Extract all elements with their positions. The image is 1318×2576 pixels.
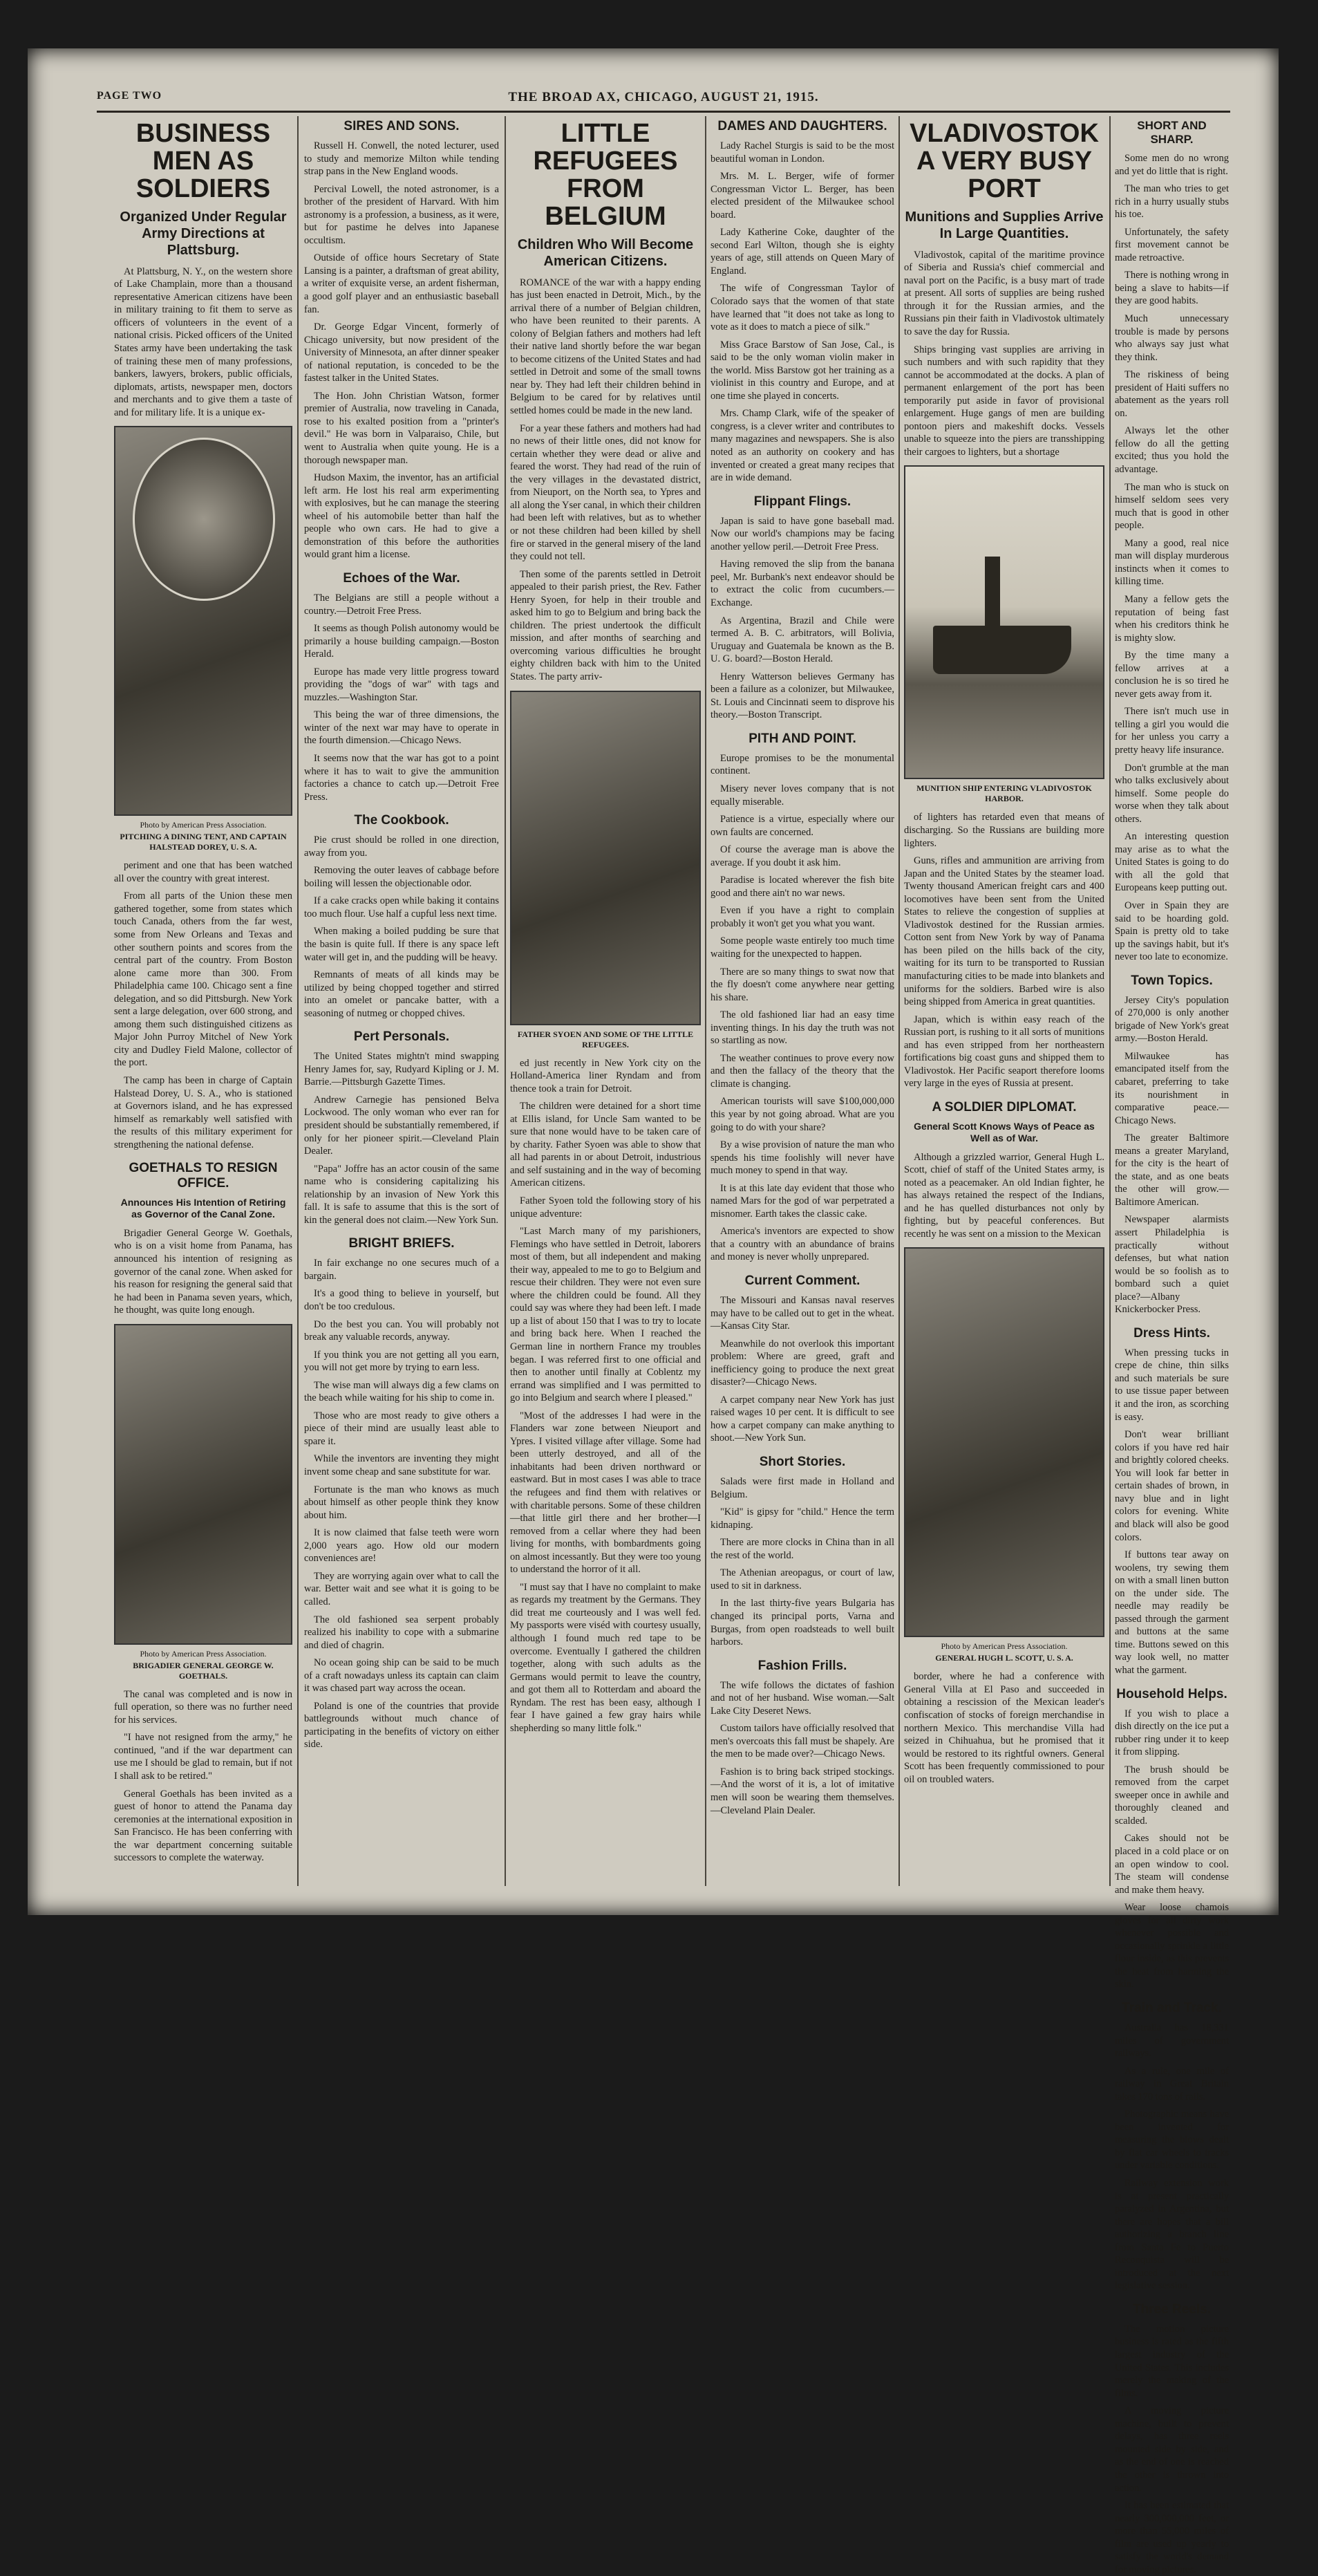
article-text: The man who is stuck on himself seldom sees very much that is good in other people.	[1115, 481, 1229, 532]
article-text: The wife of Congressman Taylor of Colorado says that the women of that state have learned that "it does not take as long to vote as it does to match a piece of silk."	[710, 283, 894, 333]
article-text: Railway extension work is at present practically paralyzed in Argentina, but there are hopes that a bill authorizing a branch line from Santa Fe to Puerto Reconquista will be introduced at the next legislative session.	[1115, 2178, 1229, 2292]
article-text: Henry Watterson believes Germany has been a failure as a colonizer, but Milwaukee, St. Louis and Cincinnati seem to disprove his theory.—Boston Transcript.	[710, 671, 894, 721]
article-text: For a year these fathers and mothers had had no news of their little ones, did not know for certain whether they were dead or alive and feared the worst. They had read of the ruin of the very villages in the devastated district, from Nieuport, on the North sea, to Ypres and all along the Yser canal, in which their children had been left with relatives, but as to whether or not these children had been killed by shell fire or starved in the general misery of the land they could not tell.	[510, 422, 701, 563]
article-text: Salads were first made in Holland and Belgium.	[710, 1476, 894, 1500]
article-text: This being the war of three dimensions, the winter of the next war may have to operate in the fourth dimension.—Chicago News.	[304, 709, 499, 747]
article-text: If you think you are not getting all you earn, you will not get more by trying to earn less.	[304, 1349, 499, 1374]
article-text: Poland is one of the countries that provide battlegrounds without much chance of participating in the benefits of victory on either side.	[304, 1700, 499, 1751]
photo-credit: Photo by American Press Association.	[140, 1648, 267, 1659]
headline-sires: SIRES AND SONS.	[343, 119, 460, 133]
article-text: border, where he had a conference with General Villa at El Paso and succeeded in obtaining a rescission of the Mexican leader's confiscation of stocks of foreign merchandise in northern Mexico. This merchandise Villa had seized in Chihuahua, but he promised that it would be restored to its rightful owners. General Scott has been frequently commissioned to pour oil on troubled waters.	[904, 1671, 1104, 1785]
article-text: Fashion is to bring back striped stockings.—And the worst of it is, a lot of imitative men will soon be wearing them themselves.—Cleveland Plain Dealer.	[710, 1766, 894, 1816]
article-text: Removing the outer leaves of cabbage before boiling will lessen the objectionable odor.	[304, 865, 499, 889]
article-text: Those who are most ready to give others a piece of their mind are usually least able to spare it.	[304, 1410, 499, 1447]
headline-echoes: Echoes of the War.	[343, 570, 460, 586]
article-text: Patience is a virtue, especially where our own faults are concerned.	[710, 814, 894, 838]
column-divider	[898, 116, 900, 1886]
article-text: The greater Baltimore means a greater Maryland, for the city is the heart of the state, and as one beats the other will grow.—Baltimore American.	[1115, 1132, 1229, 1208]
article-text: Japan, which is within easy reach of the Russian port, is rushing to it all sorts of munitions and has even stripped from her northeastern fortifications big coast guns and shipped them to Vladivostok. Her Pacific seaport therefore looms very large in the eyes of Russia at present.	[904, 1014, 1105, 1090]
article-text: Lady Katherine Coke, daughter of the second Earl Wilton, though she is eighty years of age, still attends on Queen Mary of England.	[710, 227, 894, 277]
headline-dames: DAMES AND DAUGHTERS.	[717, 119, 887, 133]
article-text: It seems now that the war has got to a point where it has to wait to give the ammunition factories a chance to catch up.—Detroit Free Press.	[304, 752, 499, 803]
headline-refugees: LITTLE REFUGEES FROM BELGIUM	[533, 119, 678, 231]
article-text: Do the best you can. You will probably not break any valuable records, anyway.	[304, 1318, 499, 1343]
article-text: A moving picture machine, built to prevent delays, has three reels mounted side by side, and as the end of one is reached the other is thrown into action.	[1115, 2405, 1229, 2494]
article-text: From all parts of the Union these men gathered together, some from states which touch Canada, others from the far west, some from New Orleans and Texas and other southern points and scores from the central part of the country. From Boston alone came more than 300. From Philadelphia came 100. Chicago sent a fine delegation, and so did Pittsburgh. New York sent a large delegation, over 600 strong, and among them such distinguished citizens as Major John Purroy Mitchel of New York city and Dudley Field Malone, collector of the port.	[114, 890, 292, 1069]
article-text: Guns, rifles and ammunition are arriving from Japan and the United States by the steamer load. Twenty thousand American freight cars and 400 locomotives have been sent from the United States to relieve the congestion of supplies at Vladivostok destined for the Russian armies. Cotton sent from New York by way of Panama has been piled on the hills back of the city, waiting for its turn to be transported to Russian manufacturing cities to be made into blankets and uniforms for the soldiers. Barbed wire is also being shipped from America in great quantities.	[904, 855, 1104, 1008]
article-text: There isn't much use in telling a girl you would die for her unless you carry a pretty heavy life insurance.	[1115, 706, 1229, 756]
article-text: Brigadier General George W. Goethals, who is on a visit home from Panama, has announced his intention of resigning as governor of the canal zone. When asked for his reason for resigning the general said that he had been in Panama seven years, which, he thought, was quite long enough.	[114, 1227, 292, 1316]
article-text: When making a boiled pudding be sure that the basin is quite full. If there is any space left water will get in, and the pudding will be heavy.	[304, 926, 499, 963]
article-text: Dr. George Edgar Vincent, formerly of Chicago university, but now president of the University of Minnesota, an after dinner speaker of national reputation, is conceded to be the fastest talker in the United States.	[304, 321, 499, 384]
article-text: At Plattsburg, N. Y., on the western shore of Lake Champlain, more than a thousand representative American citizens have been in military training to fit them to serve as officers of volunteers in the event of a national crisis. Picked officers of the United States army have been undertaking the task of training these men of many professions, bankers, lawyers, brokers, public officials, diplomats, artists, newspaper men, doctors and merchants and to give them a taste of and for military life. It is a unique ex-	[114, 265, 292, 418]
article-text: The camp has been in charge of Captain Halstead Dorey, U. S. A., who is stationed at Governors island, and he has expressed himself as remarkably well satisfied with the results of this military experiment for strengthening the national defense.	[114, 1074, 292, 1150]
article-text: "I have not resigned from the army," he continued, "and if the war department can use me I should be glad to remain, but if not I shall ask to be retired."	[114, 1732, 292, 1782]
article-text: Many a fellow gets the reputation of being fast when his creditors think he is mighty slow.	[1115, 593, 1229, 644]
article-text: No ocean going ship can be said to be much of a craft nowadays unless its captain can claim it was chased part way across the ocean.	[304, 1657, 499, 1695]
article-text: While the inventors are inventing they might invent some cheap and sane substitute for war.	[304, 1453, 499, 1478]
article-text: If buttons tear away on woolens, try sewing them on with a small linen button on the under side. The needle may readily be passed through the garment and buttons at the same time. Buttons sewed on this way look well, no matter what the garment.	[1115, 1549, 1229, 1676]
photo-caption: FATHER SYOEN AND SOME OF THE LITTLE REFUGEES.	[517, 1029, 694, 1049]
article-text: If a cake cracks open while baking it contains too much flour. Use half a cupful less next time.	[304, 895, 499, 920]
article-text: Having removed the slip from the banana peel, Mr. Burbank's next endeavor should be to extract the colic from cucumbers.—Exchange.	[710, 559, 894, 608]
article-text: Russell H. Conwell, the noted lecturer, used to study and memorize Milton while tending strap pans in the New England woods.	[304, 140, 499, 178]
article-text: periment and one that has been watched all over the country with great interest.	[114, 860, 292, 884]
headline-short-sharp: SHORT AND SHARP.	[1137, 119, 1207, 146]
article-text: Japan is said to have gone baseball mad. Now our world's champions may be facing another yellow peril.—Detroit Free Press.	[710, 515, 894, 552]
article-text: The canal was completed and is now in full operation, so there was no further need for his services.	[114, 1688, 292, 1726]
article-text: The old fashioned sea serpent probably realized his inability to cope with a submarine and died of chagrin.	[304, 1614, 499, 1651]
article-text: The United States mightn't mind swapping Henry James for, say, Rudyard Kipling or J. M. Barrie.—Pittsburgh Gazette Times.	[304, 1051, 499, 1088]
headline-short-stories: Short Stories.	[759, 1455, 846, 1470]
article-text: Fortunate is the man who knows as much about himself as other people think they know about him.	[304, 1484, 499, 1521]
column-little-refugees	[510, 116, 701, 1886]
article-text: Hudson Maxim, the inventor, has an artificial left arm. He lost his real arm experimenting with explosives, but he can manage the steering wheel of his automobile better than half the people who own cars. He had to give a demonstration of this before the authorities would grant him a license.	[304, 472, 499, 561]
article-text: American tourists will save $100,000,000 this year by not going abroad. What are you going to do with your share?	[710, 1096, 894, 1133]
article-text: In the last thirty-five years Bulgaria has changed its principal ports, Varna and Burgas, from open roadsteads to well built harbors.	[710, 1598, 894, 1648]
ship-funnel	[985, 557, 1000, 626]
subhead-refugees: Children Who Will Become American Citizens.	[517, 236, 694, 269]
photo-credit: Photo by American Press Association.	[140, 820, 267, 830]
article-text: Although a grizzled warrior, General Hugh L. Scott, chief of staff of the United States army, is noted as a peacemaker. An old Indian fighter, he has always retained the respect of the Indians, and he has quelled disturbances not only by fighting, but by peaceful conferences. But recently he was sent on a mission to the Mexican	[904, 1151, 1104, 1240]
article-text: The Hon. John Christian Watson, former premier of Australia, now traveling in Canada, rose to his exalted position from a "printer's devil." He was born in Valparaiso, Chile, but went to Australia when quite young. He is a thorough newspaper man.	[304, 390, 499, 466]
article-text: Outside of office hours Secretary of State Lansing is a painter, a draftsman of great ability, a writer of exquisite verse, an ardent fisherman, a good golf player and an enthusiastic baseball fan.	[304, 252, 499, 315]
headline-current: Current Comment.	[744, 1273, 860, 1289]
photo-general-scott	[904, 1247, 1104, 1637]
article-text: Mrs. Champ Clark, wife of the speaker of congress, is a clever writer and contributes to many magazines and newspapers. She is also noted as an authority on cookery and has invented or created a great many recipes that are in wide demand.	[710, 408, 894, 484]
article-text: Photographic means have been invented for measuring the blows dealt by flat car wheels to tracks under variable conditions.	[1115, 2109, 1229, 2172]
headline-household: Household Helps.	[1116, 1686, 1227, 1701]
article-text: Over in Spain they are said to be hoarding gold. Spain is pretty old to take up the savings habit, but it's never too late to economize.	[1115, 899, 1229, 963]
article-text: When pressing tucks in crepe de chine, thin silks and such materials be sure to use tissue paper between it and the iron, as scorching is easy.	[1115, 1347, 1229, 1423]
article-text: An interesting question may arise as to what the United States is going to do with all the gold that Europeans keep putting out.	[1115, 831, 1229, 894]
ship-hull	[933, 626, 1071, 674]
article-text: Australia has 18,331 miles of government railways.	[1115, 2022, 1229, 2060]
column-dames-and-daughters	[710, 116, 894, 1886]
article-text: Europe promises to be the monumental continent.	[710, 752, 894, 777]
article-text: Vladivostok, capital of the maritime province of Siberia and Russia's chief commercial and naval port on the Pacific, is a busy mart of trade at present. All sorts of supplies are being rushed through it for the Russian armies, and the Russians pin their faith in Vladivostok ultimately to save the day for Russia.	[904, 249, 1104, 337]
headline-vladivostok: VLADIVOSTOK A VERY BUSY PORT	[910, 119, 1099, 203]
headline-fashion: Fashion Frills.	[757, 1658, 847, 1673]
headline-pert: Pert Personals.	[353, 1029, 450, 1045]
article-text: Custom tailors have officially resolved that men's overcoats this fall must be shapely. Are the men to be made over?—Chicago News.	[710, 1723, 894, 1760]
article-text: Some men do no wrong and yet do little that is right.	[1115, 153, 1229, 177]
article-text: It is at this late day evident that those who named Mars for the god of war perpetrated a misnomer. Earth takes the classic cake.	[710, 1182, 894, 1220]
article-text: The riskiness of being president of Haiti suffers no abatement as the years roll on.	[1115, 369, 1229, 419]
headline-reels: Three Reels.	[1133, 2302, 1211, 2317]
article-text: Mrs. M. L. Berger, wife of former Congressman Victor L. Berger, has been elected president of the Milwaukee school board.	[710, 171, 894, 221]
article-text: The children were detained for a short time at Ellis island, for Uncle Sam wanted to be sure that none would have to be taken care of by charity. Father Syoen was able to show that all had parents in or about Detroit, industrious and self sustaining and in the way of becoming American citizens.	[510, 1101, 701, 1189]
headline-business-men: BUSINESS MEN AS SOLDIERS	[135, 119, 271, 203]
article-text: "Most of the addresses I had were in the Flanders war zone between Nieuport and Ypres. I visited village after village. Some had been utterly destroyed, and all of the inhabitants had been driven northward or eastward. But in most cases I was able to trace the refugees and find them with relatives or with charitable persons. Some of these children—that little girl there and her brother—I removed from a cellar where they had been living for months, with bombardments going on almost incessantly. But they were too young to understand the horror of it all.	[510, 1410, 701, 1576]
masthead	[97, 90, 1230, 108]
article-text: "I must say that I have no complaint to make as regards my treatment by the Germans. They did treat me courteously and I was well fed. My passports were viséd with courtesy usually, although I found much red tape to be overcome. Eventually I gathered the children together, along with such adults as the Germans would permit to leave the country, and got them all to Rotterdam and aboard the Ryndam. The rest has been easy, although I fear I have gained a few gray hairs while shepherding so many little folk."	[510, 1581, 701, 1734]
article-text: Lady Rachel Sturgis is said to be the most beautiful woman in London.	[710, 140, 894, 165]
article-text: Meanwhile do not overlook this important problem: Where are greed, graft and inefficiency going to produce the next great disaster?—Chicago News.	[710, 1338, 894, 1388]
article-text: Pie crust should be rolled in one direction, away from you.	[304, 834, 499, 859]
article-text: Cakes should not be placed in a cold place or on an open window to cool. The steam will condense and make them heavy.	[1115, 1833, 1229, 1896]
article-text: Percival Lowell, the noted astronomer, is a brother of the president of Harvard. With him astronomy is a profession, a business, as it were, but for pastime he delves into Japanese occultism.	[304, 183, 499, 246]
headline-town: Town Topics.	[1131, 973, 1213, 988]
article-text: Many a good, real nice man will display murderous instincts when it comes to killing time.	[1115, 537, 1229, 588]
article-text: As a rule, one mile of railway in Great Britain takes 170 tons of rails.	[1115, 2065, 1229, 2102]
article-text: ed just recently in New York city on the Holland-America liner Ryndam and from thence took a train for Detroit.	[510, 1057, 701, 1094]
article-text: Europe has made very little progress toward providing the "dogs of war" with tags and muzzles.—Washington Star.	[304, 666, 499, 703]
article-text: Remnants of meats of all kinds may be utilized by being chopped together and stirred into an omelet or pancake batter, with a seasoning of nutmeg or chopped chives.	[304, 969, 499, 1019]
article-text: As Argentina, Brazil and Chile were termed A. B. C. arbitrators, will Bolivia, Uruguay and Guatemala be known as the B. U. G. board?—Boston Herald.	[710, 615, 894, 665]
headline-diplomat: A SOLDIER DIPLOMAT.	[932, 1099, 1077, 1114]
column-divider	[505, 116, 506, 1886]
column-business-men	[114, 116, 292, 1886]
article-text: Much unnecessary trouble is made by persons who always say just what they think.	[1115, 313, 1229, 363]
article-text: ROMANCE of the war with a happy ending has just been enacted in Detroit, Mich., by the arrival there of a number of Belgian children, who have been reunited to their parents. A colony of Belgian fathers and mothers had left their native land shortly before the war began to become citizens of the United States and had settled in Detroit and some of the small towns near by. They had left their children behind in Belgium to be cared for by relatives until settled homes could be made in the new land.	[510, 277, 701, 417]
article-text: Wear loose chamois gloves for all dirty work whenever possible and occasionally sprinkle a little flour inside, as this prevents the heat from harming the skin.	[1115, 1902, 1229, 1990]
article-text: Newspaper alarmists assert Philadelphia is practically without defenses, but what nation would be so foolish as to bombard such a quiet place?—Albany Knickerbocker Press.	[1115, 1214, 1229, 1316]
column-divider	[705, 116, 706, 1886]
photo-caption: GENERAL HUGH L. SCOTT, U. S. A.	[935, 1653, 1073, 1663]
subhead-business-men: Organized Under Regular Army Directions at Plattsburg.	[120, 209, 287, 258]
page-label: PAGE TWO	[97, 90, 162, 102]
article-text: By a wise provision of nature the man who spends his time foolishly will never have much money to spend in that way.	[710, 1139, 894, 1177]
headline-pith: PITH AND POINT.	[749, 731, 856, 746]
photo-caption: PITCHING A DINING TENT, AND CAPTAIN HALSTEAD DOREY, U. S. A.	[120, 832, 287, 852]
article-text: "Papa" Joffre has an actor cousin of the same name who is considering capitalizing his relationship by an invasion of New York this fall. It is safe to assume that this is the sort of kin the general does not claim.—New York Sun.	[304, 1163, 499, 1226]
headline-flings: Flippant Flings.	[753, 494, 851, 509]
photo-goethals	[114, 1324, 292, 1645]
article-text: The weather continues to prove every now and then the fallacy of the theory that the climate is changing.	[710, 1052, 894, 1090]
article-text: The motion picture business is rated as the fifth largest industry of the United States. This includes merely the making of the films.	[1115, 2323, 1229, 2399]
article-text: General Goethals has been invited as a guest of honor to attend the Panama day ceremonies at the international exposition in San Francisco. He has been conferring with the war department concerning suitable successors to complete the waterway.	[114, 1788, 292, 1864]
article-text: Father Syoen told the following story of his unique adventure:	[510, 1195, 701, 1220]
article-text: They are worrying again over what to call the war. Better wait and see what it is going to be called.	[304, 1570, 499, 1607]
article-text: Don't wear brilliant colors if you have red hair and brightly colored cheeks. You will look far better in certain shades of brown, in navy blue and in light colors for evening. White and black will also be good colors.	[1115, 1429, 1229, 1543]
article-text: Unfortunately, the safety first movement cannot be made retroactive.	[1115, 226, 1229, 263]
photo-munition-ship	[904, 465, 1104, 779]
article-text: The Athenian areopagus, or court of law, used to sit in darkness.	[710, 1567, 894, 1592]
article-text: "Kid" is gipsy for "child." Hence the term kidnaping.	[710, 1506, 894, 1531]
article-text: It seems as though Polish autonomy would be primarily a house building campaign.—Boston Herald.	[304, 623, 499, 660]
article-text: It is now claimed that false teeth were worn 2,000 years ago. How old our modern conveniences are!	[304, 1527, 499, 1565]
article-text: Then some of the parents settled in Detroit appealed to their parish priest, the Rev. Father Henry Syoen, for help in their trouble and asked him to go to Belgium and bring back the children. The priest undertook the difficult mission, and after months of searching and overcoming various difficulties he brought eighty children back with him to the United States. The party arriv-	[510, 568, 701, 682]
article-text: Milwaukee has emancipated itself from the cabaret, preferring to take its nourishment in comparative peace.—Chicago News.	[1115, 1050, 1229, 1126]
photo-father-syoen	[510, 691, 701, 1025]
article-text: Ships bringing vast supplies are arriving in such numbers and with such rapidity that they cannot be accommodated at the docks. A plan of permanent enlargement of the port has been temporarily put aside in favor of provisional enlargement. Huge gangs of men are building pontoon piers and makeshift docks. Vessels unable to squeeze into the piers are transshipping their cargoes to lighters, but a shortage	[904, 344, 1104, 458]
article-text: Don't grumble at the man who talks exclusively about himself. Some people do worse when they talk about others.	[1115, 762, 1229, 825]
article-text: The Missouri and Kansas naval reserves may have to be called out to get in the wheat.—Kansas City Star.	[710, 1295, 894, 1332]
headline-cookbook: The Cookbook.	[354, 813, 449, 828]
article-text: The Belgians are still a people without a country.—Detroit Free Press.	[304, 592, 499, 617]
article-text: Always let the other fellow do all the getting excited; thus you hold the advantage.	[1115, 425, 1229, 476]
article-text: The wise man will always dig a few clams on the beach while waiting for his ship to come in.	[304, 1379, 499, 1404]
column-divider	[297, 116, 299, 1886]
headline-bright: BRIGHT BRIEFS.	[348, 1236, 455, 1251]
column-sires-and-sons	[304, 116, 499, 1886]
page-header: THE BROAD AX, CHICAGO, AUGUST 21, 1915.	[508, 90, 819, 104]
article-text: It has been estimated that nearly 300,000,000 feet, or more than 55,000 miles of film are used up yearly to satisfy the world's demand for moving pictures.	[1115, 2500, 1229, 2575]
article-text: There are so many things to swat now that the fly doesn't come anywhere near getting his share.	[710, 966, 894, 1003]
column-short-and-sharp	[1115, 116, 1229, 2575]
subhead-vladivostok: Munitions and Supplies Arrive In Large Quantities.	[905, 209, 1104, 241]
article-text: If you wish to place a dish directly on the ice put a rubber ring under it to keep it from slipping.	[1115, 1708, 1229, 1758]
article-text: The old fashioned liar had an easy time inventing things. In his day the truth was not so startling as now.	[710, 1009, 894, 1047]
photo-dining-tent	[114, 426, 292, 816]
article-text: Even if you have a right to complain probably it won't get you what you want.	[710, 905, 894, 929]
article-text: America's inventors are expected to show that a country with an abundance of brains and money is never wholly unprepared.	[710, 1226, 894, 1263]
article-text: Miss Grace Barstow of San Jose, Cal., is said to be the only woman violin maker in the world. Miss Barstow got her training as a violinist in this country and Europe, and at one time she played in concerts.	[710, 339, 894, 402]
headline-train: Train and Track.	[1122, 2001, 1222, 2015]
article-text: Andrew Carnegie has pensioned Belva Lockwood. The only woman who ever ran for president should be substantially remembered, if only for her pioneer spirit.—Cleveland Plain Dealer.	[304, 1094, 499, 1157]
photo-credit: Photo by American Press Association.	[941, 1641, 1068, 1652]
article-text: The brush should be removed from the carpet sweeper once in awhile and thoroughly cleaned and scalded.	[1115, 1764, 1229, 1827]
photo-caption: BRIGADIER GENERAL GEORGE W. GOETHALS.	[133, 1660, 274, 1681]
article-text: "Last March many of my parishioners, Flemings who have settled in Detroit, laborers most of them, but all independent and making their way, appealed to me to go to Belgium and rescue their children. They were not even sure where the children could be found. All they could say was where they had been left. I made up a list of about 150 that I was to try to locate and bring back here. When I reached the German line in northern France my troubles began. I was referred first to one official and then to another until finally at Coblentz my errand was simplified and I was permitted to go into Belgium and search where I pleased."	[510, 1226, 701, 1404]
subhead-goethals: Announces His Intention of Retiring as Governor of the Canal Zone.	[120, 1197, 286, 1220]
headline-dress: Dress Hints.	[1133, 1325, 1210, 1341]
portrait-captain-dorey	[133, 438, 275, 601]
photo-caption: MUNITION SHIP ENTERING VLADIVOSTOK HARBOR.	[916, 783, 1092, 804]
article-text: Misery never loves company that is not equally miserable.	[710, 783, 894, 808]
article-text: In fair exchange no one secures much of a bargain.	[304, 1258, 499, 1282]
header-rule	[97, 111, 1230, 113]
article-text: of lighters has retarded even that means of discharging. So the Russians are building more lighters.	[904, 812, 1104, 849]
subhead-diplomat: General Scott Knows Ways of Peace as Well as of War.	[914, 1120, 1095, 1144]
article-text: A carpet company near New York has just raised wages 10 per cent. It is difficult to see how a carpet company can make anything to shoot.—New York Sun.	[710, 1394, 894, 1444]
article-text: There are more clocks in China than in all the rest of the world.	[710, 1537, 894, 1561]
column-divider	[1109, 116, 1111, 1886]
article-text: Jersey City's population of 270,000 is only another brigade of New York's great army.—Boston Herald.	[1115, 994, 1229, 1045]
article-text: By the time many a fellow arrives at a conclusion he is so tired he never gets away from it.	[1115, 650, 1229, 700]
article-text: Paradise is located wherever the fish bite good and there ain't no war news.	[710, 875, 894, 899]
article-text: Some people waste entirely too much time waiting for the unexpected to happen.	[710, 935, 894, 960]
article-text: The man who tries to get rich in a hurry usually stubs his toe.	[1115, 183, 1229, 221]
article-text: There is nothing wrong in being a slave to habits—if they are good habits.	[1115, 270, 1229, 307]
headline-goethals: GOETHALS TO RESIGN OFFICE.	[129, 1161, 278, 1191]
column-vladivostok	[904, 116, 1104, 1886]
article-text: The wife follows the dictates of fashion and not of her husband. Wise woman.—Salt Lake City Deseret News.	[710, 1679, 894, 1717]
article-text: It's a good thing to believe in yourself, but don't be too credulous.	[304, 1288, 499, 1313]
article-text: Of course the average man is above the average. If you doubt it ask him.	[710, 844, 894, 868]
